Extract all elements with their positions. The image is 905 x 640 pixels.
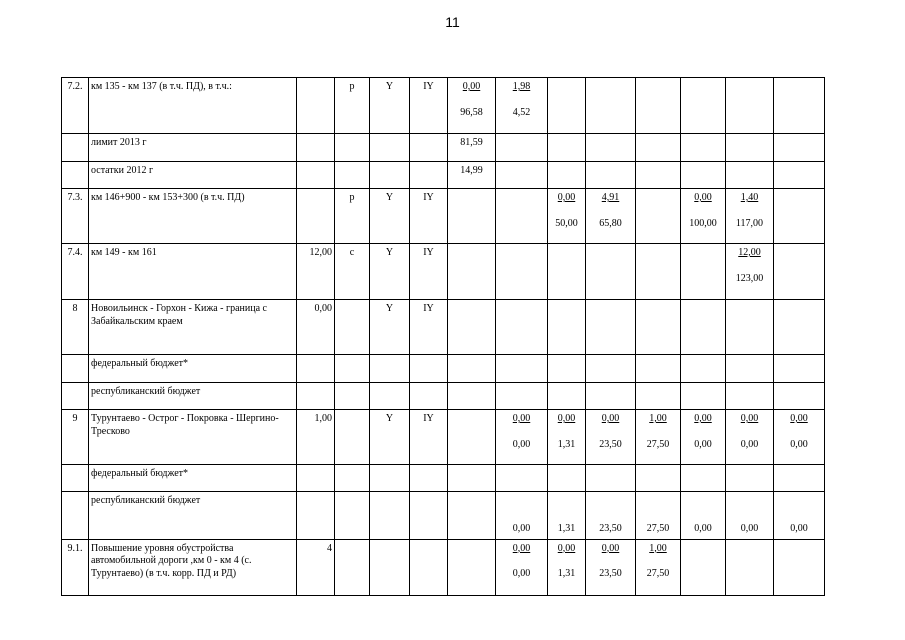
value-bottom: 1,31 bbox=[557, 568, 576, 579]
value-bottom: 23,50 bbox=[599, 568, 622, 579]
length-cell bbox=[297, 162, 335, 189]
value-cell bbox=[726, 355, 774, 383]
value-cell bbox=[586, 355, 636, 383]
row-number-cell bbox=[62, 492, 89, 540]
value-top: 0,00 bbox=[512, 542, 531, 554]
pavement-category-cell bbox=[410, 383, 448, 410]
row-number-cell bbox=[62, 383, 89, 410]
value-bottom: 0,00 bbox=[740, 523, 759, 534]
table-row bbox=[62, 410, 825, 465]
road-category-cell bbox=[370, 539, 410, 595]
value-cell bbox=[496, 539, 548, 595]
value-bottom: 27,50 bbox=[646, 523, 670, 534]
value-cell bbox=[586, 465, 636, 492]
pavement-category-cell bbox=[410, 134, 448, 162]
value-top: 0,00 bbox=[790, 413, 808, 424]
value-cell bbox=[681, 492, 726, 540]
row-number-cell bbox=[62, 465, 89, 492]
value-cell bbox=[681, 189, 726, 244]
row-number-cell: 8 bbox=[62, 300, 89, 355]
object-name-cell: федеральный бюджет* bbox=[89, 355, 297, 383]
row-number-cell bbox=[62, 355, 89, 383]
work-type-cell bbox=[335, 465, 370, 492]
value-cell bbox=[636, 465, 681, 492]
road-works-table bbox=[61, 77, 825, 596]
value-cell bbox=[448, 244, 496, 300]
value-cell bbox=[586, 78, 636, 134]
length-cell bbox=[297, 465, 335, 492]
value-cell bbox=[496, 162, 548, 189]
row-number-cell: 9.1. bbox=[62, 539, 89, 595]
object-name-cell: Повышение уровня обустройства автомобильной дороги ,км 0 - км 4 (с. Турунтаево) (в т.ч. корр. ПД и РД) bbox=[89, 539, 297, 595]
work-type-cell bbox=[335, 355, 370, 383]
value-cell bbox=[681, 383, 726, 410]
road-category-cell bbox=[370, 383, 410, 410]
value-top: 1,40 bbox=[740, 192, 759, 203]
object-name-cell: Турунтаево - Острог - Покровка - Шергино-Тресково bbox=[89, 410, 297, 465]
value-cell bbox=[681, 465, 726, 492]
value-cell bbox=[548, 189, 586, 244]
road-category-cell bbox=[370, 492, 410, 540]
road-category-cell: Y bbox=[370, 410, 410, 465]
row-number-cell: 7.4. bbox=[62, 244, 89, 300]
value-cell bbox=[681, 300, 726, 355]
length-cell: 0,00 bbox=[297, 300, 335, 355]
value-cell bbox=[548, 162, 586, 189]
value-cell bbox=[726, 189, 774, 244]
value-cell bbox=[496, 492, 548, 540]
value-cell bbox=[448, 355, 496, 383]
value-cell bbox=[726, 162, 774, 189]
value-top: 1,98 bbox=[512, 81, 531, 92]
value-bottom: 27,50 bbox=[646, 568, 670, 579]
value-cell bbox=[774, 539, 825, 595]
value-cell bbox=[586, 162, 636, 189]
row-number-cell: 9 bbox=[62, 410, 89, 465]
value-cell bbox=[548, 78, 586, 134]
pavement-category-cell bbox=[410, 539, 448, 595]
value-cell bbox=[548, 539, 586, 595]
value-bottom: 23,50 bbox=[599, 523, 622, 534]
row-number-cell bbox=[62, 162, 89, 189]
length-cell bbox=[297, 383, 335, 410]
value-cell bbox=[636, 410, 681, 465]
work-type-cell bbox=[335, 162, 370, 189]
value-cell bbox=[681, 134, 726, 162]
row-number-cell: 7.2. bbox=[62, 78, 89, 134]
value-cell bbox=[586, 383, 636, 410]
value-bottom: 0,00 bbox=[512, 438, 531, 450]
value-cell bbox=[726, 492, 774, 540]
table-row bbox=[62, 465, 825, 492]
object-name-cell: км 146+900 - км 153+300 (в т.ч. ПД) bbox=[89, 189, 297, 244]
pavement-category-cell: IY bbox=[410, 300, 448, 355]
road-category-cell bbox=[370, 465, 410, 492]
table-row bbox=[62, 300, 825, 355]
road-category-cell: Y bbox=[370, 300, 410, 355]
pavement-category-cell: IY bbox=[410, 78, 448, 134]
value-cell bbox=[448, 383, 496, 410]
value-bottom: 1,31 bbox=[557, 438, 576, 450]
table-row bbox=[62, 134, 825, 162]
length-cell bbox=[297, 355, 335, 383]
value-bottom: 50,00 bbox=[555, 217, 578, 229]
value-cell bbox=[448, 134, 496, 162]
value-bottom: 123,00 bbox=[735, 272, 764, 284]
value-bottom: 14,99 bbox=[460, 165, 483, 176]
value-cell bbox=[496, 410, 548, 465]
value-cell bbox=[774, 78, 825, 134]
work-type-cell: р bbox=[335, 78, 370, 134]
value-cell bbox=[586, 492, 636, 540]
length-cell: 1,00 bbox=[297, 410, 335, 465]
table-row bbox=[62, 78, 825, 134]
value-bottom: 96,58 bbox=[460, 106, 483, 118]
value-cell bbox=[726, 78, 774, 134]
object-name-cell: республиканский бюджет bbox=[89, 492, 297, 540]
table-row bbox=[62, 539, 825, 595]
work-type-cell bbox=[335, 410, 370, 465]
value-top: 12,00 bbox=[738, 247, 761, 258]
pavement-category-cell: IY bbox=[410, 410, 448, 465]
value-bottom: 0,00 bbox=[512, 568, 531, 579]
object-name-cell: км 135 - км 137 (в т.ч. ПД), в т.ч.: bbox=[89, 78, 297, 134]
value-cell bbox=[448, 539, 496, 595]
value-bottom: 0,00 bbox=[694, 523, 712, 534]
road-category-cell bbox=[370, 355, 410, 383]
road-category-cell: Y bbox=[370, 78, 410, 134]
value-bottom: 0,00 bbox=[790, 523, 808, 534]
object-name-cell: федеральный бюджет* bbox=[89, 465, 297, 492]
value-cell bbox=[548, 465, 586, 492]
value-cell bbox=[636, 134, 681, 162]
value-cell bbox=[448, 410, 496, 465]
value-cell bbox=[548, 410, 586, 465]
work-type-cell bbox=[335, 300, 370, 355]
pavement-category-cell: IY bbox=[410, 244, 448, 300]
page-number: 11 bbox=[445, 14, 460, 30]
value-bottom: 27,50 bbox=[646, 438, 670, 450]
value-cell bbox=[548, 383, 586, 410]
value-cell bbox=[548, 244, 586, 300]
value-top: 1,00 bbox=[649, 542, 667, 554]
value-top: 0,00 bbox=[694, 413, 712, 424]
table-row bbox=[62, 383, 825, 410]
value-cell bbox=[774, 355, 825, 383]
value-cell bbox=[448, 162, 496, 189]
value-bottom: 100,00 bbox=[689, 217, 717, 229]
value-cell bbox=[448, 492, 496, 540]
value-bottom: 65,80 bbox=[599, 217, 622, 229]
value-cell bbox=[681, 355, 726, 383]
pavement-category-cell bbox=[410, 465, 448, 492]
work-type-cell bbox=[335, 383, 370, 410]
value-cell bbox=[636, 244, 681, 300]
value-cell bbox=[548, 492, 586, 540]
work-type-cell bbox=[335, 539, 370, 595]
value-top: 0,00 bbox=[694, 192, 712, 203]
value-bottom: 81,59 bbox=[460, 137, 483, 148]
value-cell bbox=[636, 355, 681, 383]
value-bottom: 0,00 bbox=[790, 438, 808, 450]
road-category-cell bbox=[370, 162, 410, 189]
pavement-category-cell bbox=[410, 492, 448, 540]
value-cell bbox=[774, 134, 825, 162]
value-cell bbox=[774, 383, 825, 410]
value-top: 0,00 bbox=[512, 413, 531, 424]
value-cell bbox=[586, 189, 636, 244]
value-cell bbox=[681, 539, 726, 595]
length-cell: 12,00 bbox=[297, 244, 335, 300]
value-cell bbox=[448, 300, 496, 355]
length-cell bbox=[297, 78, 335, 134]
value-cell bbox=[774, 244, 825, 300]
value-top: 0,00 bbox=[740, 413, 759, 424]
value-bottom: 1,31 bbox=[557, 523, 576, 534]
value-cell bbox=[548, 355, 586, 383]
length-cell: 4 bbox=[297, 539, 335, 595]
work-type-cell: р bbox=[335, 189, 370, 244]
value-cell bbox=[726, 134, 774, 162]
value-cell bbox=[496, 355, 548, 383]
value-cell bbox=[586, 300, 636, 355]
road-category-cell: Y bbox=[370, 189, 410, 244]
pavement-category-cell bbox=[410, 162, 448, 189]
value-cell bbox=[726, 465, 774, 492]
value-cell bbox=[774, 300, 825, 355]
object-name-cell: км 149 - км 161 bbox=[89, 244, 297, 300]
value-cell bbox=[636, 492, 681, 540]
value-cell bbox=[496, 189, 548, 244]
value-cell bbox=[681, 162, 726, 189]
value-top: 0,00 bbox=[557, 413, 576, 424]
value-cell bbox=[681, 78, 726, 134]
value-cell bbox=[636, 162, 681, 189]
value-cell bbox=[448, 465, 496, 492]
value-cell bbox=[636, 189, 681, 244]
value-bottom: 4,52 bbox=[512, 106, 531, 118]
table-row bbox=[62, 492, 825, 540]
value-cell bbox=[496, 244, 548, 300]
value-cell bbox=[496, 383, 548, 410]
road-category-cell: Y bbox=[370, 244, 410, 300]
value-cell bbox=[726, 383, 774, 410]
length-cell bbox=[297, 492, 335, 540]
road-category-cell bbox=[370, 134, 410, 162]
value-cell bbox=[496, 78, 548, 134]
length-cell bbox=[297, 189, 335, 244]
value-top: 0,00 bbox=[557, 542, 576, 554]
row-number-cell bbox=[62, 134, 89, 162]
value-cell bbox=[774, 410, 825, 465]
object-name-cell: остатки 2012 г bbox=[89, 162, 297, 189]
value-cell bbox=[774, 189, 825, 244]
value-cell bbox=[681, 410, 726, 465]
work-type-cell bbox=[335, 492, 370, 540]
value-cell bbox=[636, 539, 681, 595]
value-cell bbox=[548, 300, 586, 355]
value-cell bbox=[726, 539, 774, 595]
value-cell bbox=[496, 465, 548, 492]
value-bottom: 23,50 bbox=[599, 438, 622, 450]
value-top: 0,00 bbox=[557, 192, 576, 203]
value-cell bbox=[496, 300, 548, 355]
value-cell bbox=[681, 244, 726, 300]
value-top: 0,00 bbox=[601, 542, 620, 554]
value-cell bbox=[448, 189, 496, 244]
row-number-cell: 7.3. bbox=[62, 189, 89, 244]
value-cell bbox=[726, 410, 774, 465]
table-row bbox=[62, 244, 825, 300]
value-top: 4,91 bbox=[601, 192, 620, 203]
value-top: 0,00 bbox=[601, 413, 620, 424]
value-cell bbox=[726, 300, 774, 355]
value-cell bbox=[586, 134, 636, 162]
value-cell bbox=[774, 162, 825, 189]
value-cell bbox=[774, 465, 825, 492]
value-bottom: 117,00 bbox=[735, 217, 764, 229]
value-bottom: 0,00 bbox=[512, 523, 531, 534]
value-cell bbox=[636, 78, 681, 134]
value-cell bbox=[636, 300, 681, 355]
object-name-cell: Новоильинск - Горхон - Кижа - граница с Забайкальским краем bbox=[89, 300, 297, 355]
table-row bbox=[62, 355, 825, 383]
object-name-cell: лимит 2013 г bbox=[89, 134, 297, 162]
work-type-cell bbox=[335, 134, 370, 162]
object-name-cell: республиканский бюджет bbox=[89, 383, 297, 410]
value-top: 1,00 bbox=[649, 413, 667, 424]
table-row bbox=[62, 189, 825, 244]
value-cell bbox=[586, 539, 636, 595]
value-bottom: 0,00 bbox=[740, 438, 759, 450]
value-cell bbox=[774, 492, 825, 540]
value-cell bbox=[636, 383, 681, 410]
length-cell bbox=[297, 134, 335, 162]
pavement-category-cell bbox=[410, 355, 448, 383]
table-row bbox=[62, 162, 825, 189]
pavement-category-cell: IY bbox=[410, 189, 448, 244]
work-type-cell: с bbox=[335, 244, 370, 300]
value-cell bbox=[586, 244, 636, 300]
value-cell bbox=[448, 78, 496, 134]
value-cell bbox=[726, 244, 774, 300]
value-cell bbox=[586, 410, 636, 465]
value-cell bbox=[548, 134, 586, 162]
value-top: 0,00 bbox=[462, 81, 481, 92]
value-cell bbox=[496, 134, 548, 162]
value-bottom: 0,00 bbox=[694, 438, 712, 450]
